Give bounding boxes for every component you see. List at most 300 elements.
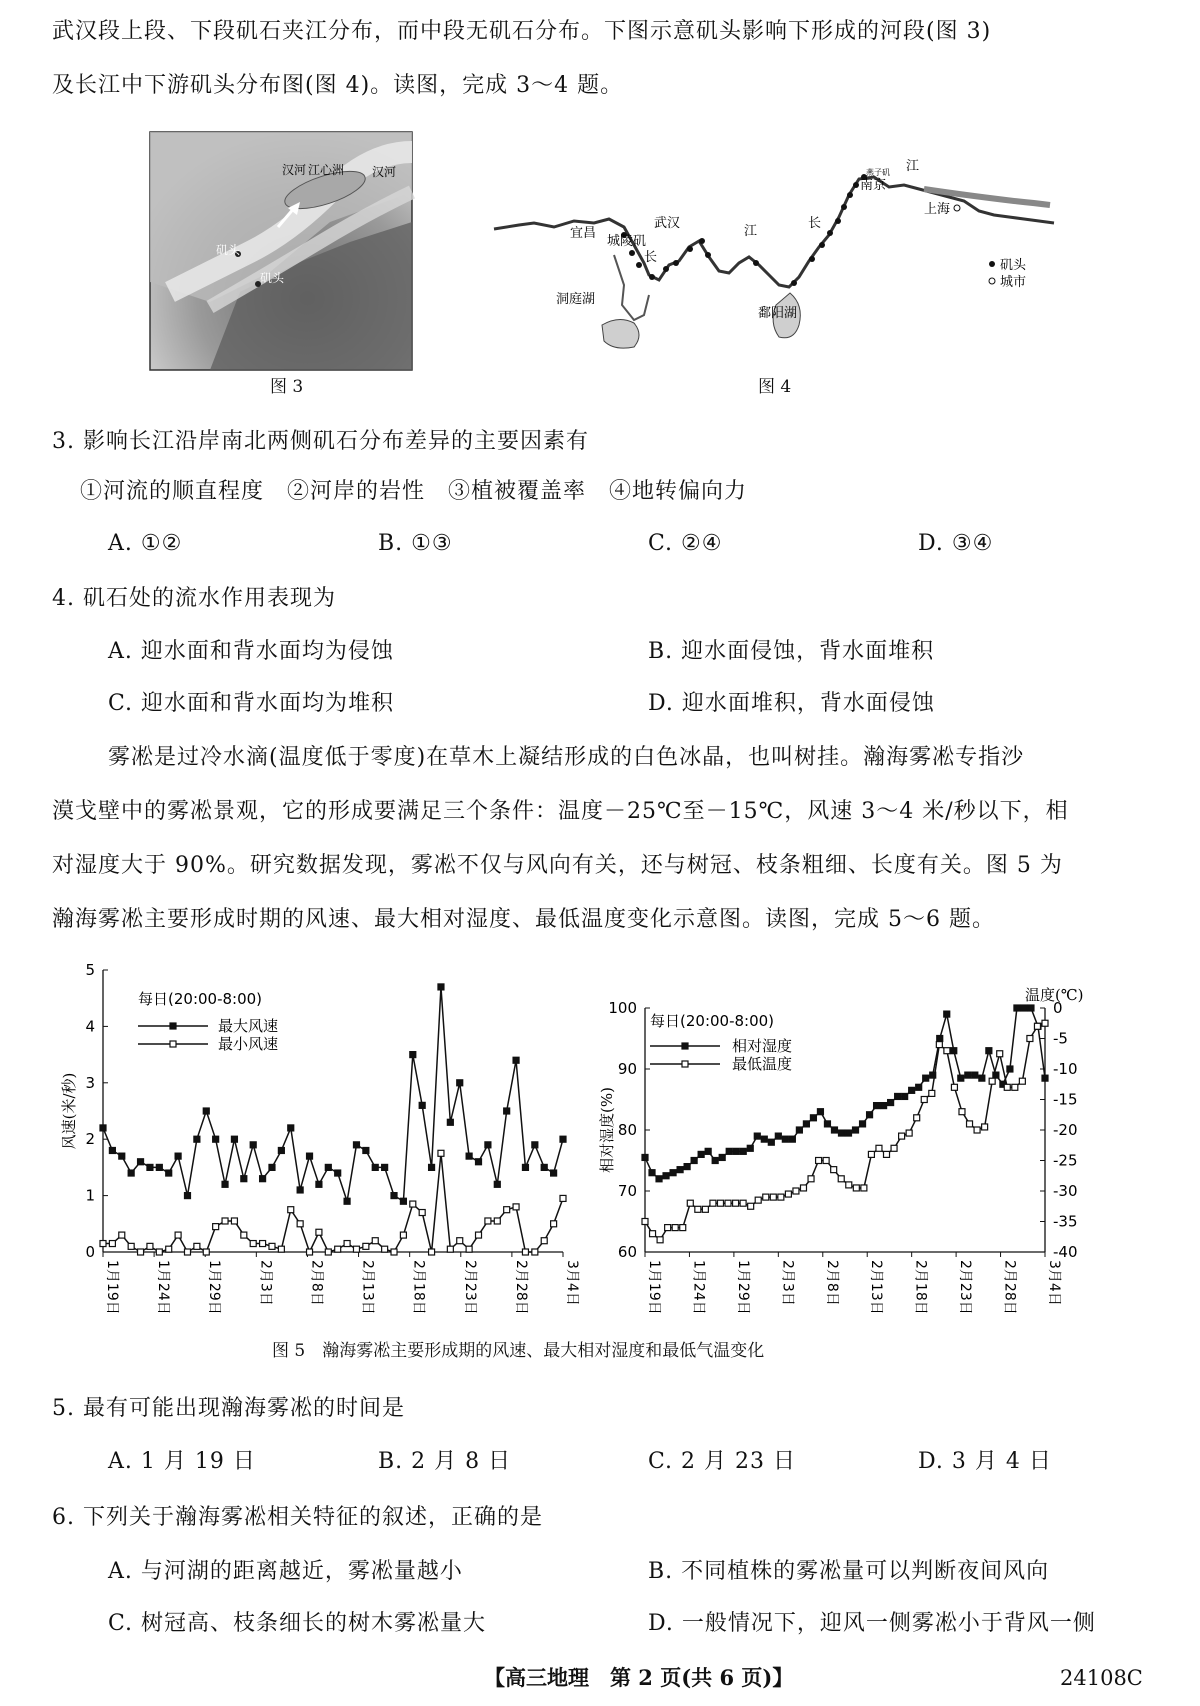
- min-temp-series-point: [838, 1176, 844, 1182]
- min-wind-series-point: [203, 1249, 209, 1255]
- min-temp-series-point: [944, 1048, 950, 1054]
- humidity-series-point: [986, 1048, 992, 1054]
- humidity-series-point: [916, 1084, 922, 1090]
- figure-3-caption: 图 3: [270, 377, 304, 397]
- humidity-series-point: [719, 1154, 725, 1160]
- legend-marker: [682, 1061, 688, 1067]
- min-wind-series-point: [522, 1249, 528, 1255]
- min-temp-series-point: [1027, 1036, 1033, 1042]
- min-wind-series-point: [128, 1243, 134, 1249]
- max-wind-series-point: [194, 1136, 200, 1142]
- q3-option-a[interactable]: A. ①②: [108, 531, 183, 556]
- min-temp-series-point: [831, 1167, 837, 1173]
- max-wind-series-point: [429, 1164, 435, 1170]
- humidity-temperature-chart: [600, 960, 1140, 1330]
- humidity-series-point: [881, 1103, 887, 1109]
- dongting-lake: [602, 319, 639, 348]
- label-yichang: 宜昌: [570, 226, 597, 241]
- min-wind-series-point: [166, 1246, 172, 1252]
- label-jiang2: 江: [906, 159, 920, 174]
- x-tick-label: 3月4日: [1046, 1260, 1062, 1306]
- x-tick-label: 2月3日: [257, 1260, 274, 1306]
- min-temp-series-point: [936, 1042, 942, 1048]
- passage2-line-4: 瀚海雾凇主要形成时期的风速、最大相对湿度、最低温度变化示意图。读图，完成 5～6 题。: [52, 907, 995, 932]
- q5-stem: 5. 最有可能出现瀚海雾凇的时间是: [52, 1396, 405, 1421]
- y-tick-label: 70: [617, 1182, 637, 1200]
- min-wind-series-point: [241, 1232, 247, 1238]
- min-temp-series-point: [906, 1130, 912, 1136]
- min-wind-series-point: [138, 1249, 144, 1255]
- max-wind-series-point: [372, 1164, 378, 1170]
- wind-speed-chart: [58, 960, 578, 1330]
- humidity-series-point: [1014, 1005, 1020, 1011]
- y-axis-label: 风速(米/秒): [60, 1072, 78, 1150]
- max-wind-series-point: [156, 1164, 162, 1170]
- min-temp-series-point: [785, 1191, 791, 1197]
- humidity-series-point: [965, 1072, 971, 1078]
- humidity-series-point: [740, 1148, 746, 1154]
- max-wind-series-point: [494, 1181, 500, 1187]
- q4-option-d[interactable]: D. 迎水面堆积，背水面侵蚀: [648, 691, 935, 716]
- max-wind-series-point: [353, 1142, 359, 1148]
- humidity-series-point: [761, 1136, 767, 1142]
- min-wind-series-point: [353, 1246, 359, 1252]
- min-temp-series-point: [899, 1133, 905, 1139]
- max-wind-series-point: [250, 1142, 256, 1148]
- min-temp-series-point: [680, 1225, 686, 1231]
- q6-option-d[interactable]: D. 一般情况下，迎风一侧雾凇小于背风一侧: [648, 1611, 1096, 1636]
- humidity-series-point: [1042, 1075, 1048, 1081]
- min-wind-series-point: [382, 1246, 388, 1252]
- max-wind-series-point: [532, 1142, 538, 1148]
- x-tick-label: 2月8日: [823, 1260, 840, 1306]
- max-wind-series-point: [166, 1170, 172, 1176]
- max-wind-series-point: [297, 1187, 303, 1193]
- min-temp-series-point: [672, 1225, 678, 1231]
- y-tick-label: 90: [617, 1060, 637, 1078]
- humidity-series-point: [874, 1103, 880, 1109]
- max-wind-series-point: [307, 1153, 313, 1159]
- humidity-series-point: [824, 1121, 830, 1127]
- q4-option-b[interactable]: B. 迎水面侵蚀，背水面堆积: [648, 639, 935, 664]
- min-wind-series-point: [194, 1243, 200, 1249]
- humidity-series-point: [796, 1127, 802, 1133]
- figure-5-caption: 图 5 瀚海雾凇主要形成期的风速、最大相对湿度和最低气温变化: [272, 1341, 765, 1361]
- x-tick-label: 2月23日: [957, 1260, 974, 1315]
- humidity-series-point: [782, 1136, 788, 1142]
- min-temp-series-point: [740, 1200, 746, 1206]
- min-wind-series-point: [100, 1241, 106, 1247]
- min-wind-series-point: [316, 1229, 322, 1235]
- x-tick-label: 1月24日: [155, 1260, 172, 1315]
- x-tick-label: 2月8日: [308, 1260, 325, 1306]
- min-temp-series-point: [687, 1200, 693, 1206]
- max-wind-series-point: [466, 1153, 472, 1159]
- max-wind-series-point: [288, 1125, 294, 1131]
- max-wind-series-point: [438, 984, 444, 990]
- max-wind-series-point: [419, 1102, 425, 1108]
- min-wind-series-point: [175, 1232, 181, 1238]
- min-wind-series-point: [391, 1249, 397, 1255]
- max-wind-series-point: [119, 1153, 125, 1159]
- min-wind-series-point: [513, 1204, 519, 1210]
- intro-line-1: 武汉段上段、下段矶石夹江分布，而中段无矶石分布。下图示意矶头影响下形成的河段(图 3): [52, 19, 992, 44]
- humidity-series-point: [649, 1170, 655, 1176]
- min-wind-series-point: [109, 1241, 115, 1247]
- humidity-series-point: [979, 1075, 985, 1081]
- min-temp-series-point: [725, 1200, 731, 1206]
- min-wind-series-point: [429, 1249, 435, 1255]
- min-temp-series-point: [914, 1115, 920, 1121]
- max-wind-series-point: [335, 1170, 341, 1176]
- humidity-series-point: [838, 1130, 844, 1136]
- figure-4: [494, 159, 1054, 370]
- x-tick-label: 2月28日: [1001, 1260, 1018, 1315]
- humidity-series-point: [923, 1075, 929, 1081]
- humidity-series-point: [937, 1036, 943, 1042]
- q6-option-b[interactable]: B. 不同植株的雾凇量可以判断夜间风向: [648, 1559, 1050, 1584]
- legend-city-symbol: [989, 278, 995, 284]
- humidity-series-point: [1021, 1005, 1027, 1011]
- humidity-series-point: [775, 1133, 781, 1139]
- label-hanhe-right: 汉河: [372, 165, 397, 179]
- x-tick-label: 1月19日: [104, 1260, 120, 1315]
- y2-tick-label: -25: [1053, 1151, 1078, 1170]
- min-temp-series-point: [770, 1194, 776, 1200]
- min-temp-series-point: [808, 1176, 814, 1182]
- x-tick-label: 1月19日: [646, 1260, 662, 1315]
- y-tick-label: 60: [617, 1243, 637, 1261]
- min-temp-series-point: [989, 1078, 995, 1084]
- label-jitou-1: 矶头: [216, 243, 241, 257]
- y-tick-label: 0: [85, 1243, 95, 1261]
- max-wind-series-point: [231, 1136, 237, 1142]
- humidity-series-point: [768, 1139, 774, 1145]
- humidity-series-point: [867, 1112, 873, 1118]
- min-wind-series-point: [447, 1246, 453, 1252]
- max-wind-series-line: [103, 987, 563, 1201]
- min-temp-series-point: [929, 1090, 935, 1096]
- label-chang2: 长: [808, 216, 822, 231]
- max-wind-series-point: [541, 1164, 547, 1170]
- y-tick-label: 100: [608, 999, 637, 1017]
- legend-jitou: 矶头: [1000, 258, 1027, 273]
- humidity-series-point: [958, 1075, 964, 1081]
- humidity-series-point: [698, 1151, 704, 1157]
- min-wind-series-point: [400, 1232, 406, 1238]
- max-wind-series-point: [184, 1193, 190, 1199]
- humidity-series-point: [677, 1167, 683, 1173]
- x-tick-label: 1月29日: [206, 1260, 223, 1315]
- min-wind-series-point: [325, 1249, 331, 1255]
- y-tick-label: 1: [85, 1186, 95, 1205]
- min-temp-series-point: [997, 1051, 1003, 1057]
- min-wind-series-point: [278, 1246, 284, 1252]
- max-wind-series-point: [522, 1164, 528, 1170]
- shanghai-marker: [954, 205, 960, 211]
- legend-jitou-symbol: [989, 261, 995, 267]
- q5-option-b[interactable]: B. 2 月 8 日: [378, 1449, 512, 1474]
- min-wind-series-point: [363, 1243, 369, 1249]
- min-temp-series-point: [657, 1237, 663, 1243]
- passage2-line-3: 对湿度大于 90%。研究数据发现，雾凇不仅与风向有关，还与树冠、枝条粗细、长度有关。图 5 为: [52, 853, 1063, 878]
- humidity-series-point: [909, 1087, 915, 1093]
- passage2-line-2: 漠戈壁中的雾凇景观，它的形成要满足三个条件：温度－25℃至－15℃，风速 3～4 米/秒以下，相: [52, 799, 1069, 824]
- min-temp-series-point: [748, 1203, 754, 1209]
- max-wind-series-point: [213, 1136, 219, 1142]
- q4-option-a[interactable]: A. 迎水面和背水面均为侵蚀: [108, 639, 394, 664]
- min-temp-series-point: [982, 1124, 988, 1130]
- humidity-series-point: [895, 1093, 901, 1099]
- humidity-series-point: [691, 1158, 697, 1164]
- min-temp-series-point: [876, 1145, 882, 1151]
- q6-stem: 6. 下列关于瀚海雾凇相关特征的叙述，正确的是: [52, 1505, 543, 1530]
- y2-tick-label: -15: [1053, 1090, 1078, 1109]
- q4-stem: 4. 矶石处的流水作用表现为: [52, 586, 336, 611]
- min-temp-series-point: [868, 1151, 874, 1157]
- max-wind-series-point: [222, 1181, 228, 1187]
- min-temp-series-point: [1034, 1023, 1040, 1029]
- y2-tick-label: -30: [1053, 1182, 1078, 1200]
- y-tick-label: 3: [85, 1073, 95, 1092]
- min-temp-series-point: [710, 1200, 716, 1206]
- humidity-series-point: [656, 1176, 662, 1182]
- min-wind-series-point: [297, 1221, 303, 1227]
- humidity-series-point: [684, 1164, 690, 1170]
- chart-note: 每日(20:00-8:00): [138, 990, 263, 1008]
- label-wuhan: 武汉: [654, 216, 681, 231]
- min-wind-series-point: [344, 1241, 350, 1247]
- figure-3: [150, 132, 412, 370]
- min-wind-series-point: [184, 1249, 190, 1255]
- min-temp-series-point: [823, 1158, 829, 1164]
- min-wind-series-point: [485, 1218, 491, 1224]
- page-footer: 【高三地理 第 2 页(共 6 页)】: [484, 1665, 794, 1690]
- max-wind-series-point: [147, 1164, 153, 1170]
- humidity-series-point: [712, 1158, 718, 1164]
- legend-label: 最小风速: [218, 1035, 279, 1053]
- min-wind-series-point: [222, 1218, 228, 1224]
- min-wind-series-point: [269, 1243, 275, 1249]
- x-tick-label: 1月29日: [734, 1260, 751, 1315]
- min-temp-series-point: [1012, 1084, 1018, 1090]
- label-jiang: 江: [744, 224, 758, 239]
- q6-option-c[interactable]: C. 树冠高、枝条细长的树木雾凇量大: [108, 1611, 487, 1636]
- max-wind-series-point: [316, 1181, 322, 1187]
- y2-tick-label: -5: [1053, 1029, 1068, 1048]
- humidity-series-point: [951, 1048, 957, 1054]
- chart-note: 每日(20:00-8:00): [650, 1012, 775, 1030]
- max-wind-series-point: [100, 1125, 106, 1131]
- q5-option-c[interactable]: C. 2 月 23 日: [648, 1449, 797, 1474]
- min-temp-series-point: [665, 1225, 671, 1231]
- legend-marker: [170, 1023, 176, 1029]
- humidity-series-point: [754, 1133, 760, 1139]
- humidity-series-point: [944, 1011, 950, 1017]
- min-temp-series-point: [778, 1194, 784, 1200]
- q3-stem: 3. 影响长江沿岸南北两侧矶石分布差异的主要因素有: [52, 429, 589, 454]
- humidity-series-point: [846, 1130, 852, 1136]
- humidity-series-point: [733, 1148, 739, 1154]
- max-wind-series-point: [109, 1147, 115, 1153]
- figure-4-caption: 图 4: [758, 377, 792, 397]
- y-tick-label: 5: [85, 961, 95, 979]
- legend-label: 相对湿度: [732, 1037, 793, 1055]
- humidity-series-point: [747, 1145, 753, 1151]
- max-wind-series-point: [476, 1159, 482, 1165]
- min-temp-series-point: [951, 1084, 957, 1090]
- max-wind-series-point: [410, 1052, 416, 1058]
- max-wind-series-point: [504, 1108, 510, 1114]
- y2-tick-label: 0: [1053, 999, 1063, 1017]
- min-temp-series-point: [816, 1158, 822, 1164]
- min-temp-series-point: [861, 1185, 867, 1191]
- min-temp-series-point: [793, 1188, 799, 1194]
- humidity-series-point: [902, 1093, 908, 1099]
- y-tick-label: 2: [85, 1130, 95, 1149]
- label-chengling: 城陵矶: [607, 234, 647, 249]
- label-nanjing: 南京: [860, 178, 887, 193]
- y2-axis-label: 温度(℃): [1025, 986, 1084, 1004]
- min-wind-series-point: [532, 1249, 538, 1255]
- label-poyang: 鄱阳湖: [758, 306, 798, 321]
- humidity-series-point: [803, 1121, 809, 1127]
- min-wind-series-point: [410, 1201, 416, 1207]
- q3-option-b[interactable]: B. ①③: [378, 531, 453, 556]
- min-temp-series-point: [967, 1121, 973, 1127]
- max-wind-series-point: [203, 1108, 209, 1114]
- min-wind-series-point: [250, 1241, 256, 1247]
- max-wind-series-point: [128, 1170, 134, 1176]
- x-tick-label: 2月18日: [410, 1260, 427, 1315]
- min-temp-series-point: [702, 1206, 708, 1212]
- x-tick-label: 1月24日: [690, 1260, 707, 1315]
- y2-tick-label: -10: [1053, 1060, 1078, 1078]
- min-wind-series-point: [231, 1218, 237, 1224]
- min-temp-series-point: [1004, 1084, 1010, 1090]
- label-yanziji: 燕子矶: [866, 168, 890, 177]
- min-temp-series-point: [695, 1206, 701, 1212]
- paper-code: 24108C: [1060, 1666, 1143, 1690]
- x-tick-label: 2月13日: [359, 1260, 376, 1315]
- min-wind-series-point: [494, 1218, 500, 1224]
- legend-city: 城市: [1000, 275, 1027, 290]
- max-wind-series-point: [447, 1119, 453, 1125]
- min-wind-series-point: [307, 1249, 313, 1255]
- humidity-series-point: [705, 1148, 711, 1154]
- max-wind-series-point: [269, 1164, 275, 1170]
- humidity-series-point: [663, 1173, 669, 1179]
- q4-option-c[interactable]: C. 迎水面和背水面均为堆积: [108, 691, 395, 716]
- max-wind-series-point: [260, 1176, 266, 1182]
- min-wind-series-point: [335, 1246, 341, 1252]
- label-island: 江心洲: [308, 163, 345, 177]
- humidity-series-point: [810, 1115, 816, 1121]
- max-wind-series-point: [551, 1170, 557, 1176]
- min-wind-series-point: [419, 1210, 425, 1216]
- max-wind-series-point: [138, 1159, 144, 1165]
- y2-tick-label: -20: [1053, 1121, 1078, 1139]
- humidity-series-point: [831, 1127, 837, 1133]
- humidity-series-point: [860, 1121, 866, 1127]
- humidity-series-point: [789, 1136, 795, 1142]
- y2-tick-label: -35: [1053, 1212, 1078, 1231]
- min-wind-series-point: [504, 1207, 510, 1213]
- label-hanhe-left: 汉河: [282, 163, 307, 177]
- min-wind-series-point: [541, 1238, 547, 1244]
- q5-option-d[interactable]: D. 3 月 4 日: [918, 1449, 1052, 1474]
- y-axis-label: 相对湿度(%): [598, 1087, 616, 1173]
- humidity-series-point: [670, 1170, 676, 1176]
- min-wind-series-point: [551, 1221, 557, 1227]
- q6-option-a[interactable]: A. 与河湖的距离越近，雾凇量越小: [108, 1559, 463, 1584]
- min-temp-series-point: [755, 1197, 761, 1203]
- legend-marker: [170, 1041, 176, 1047]
- humidity-series-point: [1028, 1005, 1034, 1011]
- x-tick-label: 2月3日: [779, 1260, 796, 1306]
- q3-option-c[interactable]: C. ②④: [648, 531, 723, 556]
- max-wind-series-point: [278, 1147, 284, 1153]
- min-wind-series-point: [476, 1232, 482, 1238]
- humidity-series-point: [642, 1154, 648, 1160]
- min-temp-series-point: [891, 1145, 897, 1151]
- humidity-series-point: [888, 1100, 894, 1106]
- y2-tick-label: -40: [1053, 1243, 1078, 1261]
- min-temp-series-point: [853, 1185, 859, 1191]
- min-temp-series-point: [642, 1219, 648, 1225]
- min-temp-series-point: [884, 1151, 890, 1157]
- max-wind-series-point: [485, 1142, 491, 1148]
- y-tick-label: 80: [617, 1121, 637, 1139]
- max-wind-series-point: [325, 1164, 331, 1170]
- max-wind-series-point: [344, 1198, 350, 1204]
- min-wind-series-point: [288, 1207, 294, 1213]
- min-temp-series-point: [959, 1109, 965, 1115]
- min-temp-series-point: [974, 1127, 980, 1133]
- min-temp-series-point: [800, 1185, 806, 1191]
- label-shanghai: 上海: [924, 202, 951, 217]
- x-tick-label: 2月28日: [512, 1260, 529, 1315]
- humidity-series-point: [817, 1109, 823, 1115]
- min-temp-series-point: [1019, 1078, 1025, 1084]
- min-wind-series-point: [156, 1249, 162, 1255]
- q3-option-d[interactable]: D. ③④: [918, 531, 994, 556]
- humidity-series-point: [1007, 1066, 1013, 1072]
- min-temp-series-point: [650, 1231, 656, 1237]
- intro-line-2: 及长江中下游矶头分布图(图 4)。读图，完成 3～4 题。: [52, 73, 624, 98]
- label-dongting: 洞庭湖: [556, 292, 596, 307]
- max-wind-series-point: [175, 1153, 181, 1159]
- x-tick-label: 2月23日: [461, 1260, 478, 1315]
- max-wind-series-point: [513, 1057, 519, 1063]
- min-temp-series-point: [763, 1194, 769, 1200]
- x-tick-label: 3月4日: [564, 1260, 580, 1306]
- min-wind-series-point: [213, 1224, 219, 1230]
- q3-items: ①河流的顺直程度 ②河岸的岩性 ③植被覆盖率 ④地转偏向力: [80, 479, 748, 504]
- q5-option-a[interactable]: A. 1 月 19 日: [108, 1449, 256, 1474]
- min-wind-series-point: [372, 1238, 378, 1244]
- min-wind-series-point: [560, 1195, 566, 1201]
- label-jitou-2: 矶头: [260, 271, 285, 285]
- max-wind-series-point: [241, 1176, 247, 1182]
- legend-label: 最大风速: [218, 1017, 279, 1035]
- legend-label: 最低温度: [732, 1055, 793, 1073]
- min-wind-series-point: [260, 1241, 266, 1247]
- min-temp-series-point: [921, 1097, 927, 1103]
- min-wind-series-point: [119, 1232, 125, 1238]
- humidity-series-point: [853, 1127, 859, 1133]
- min-wind-series-point: [466, 1246, 472, 1252]
